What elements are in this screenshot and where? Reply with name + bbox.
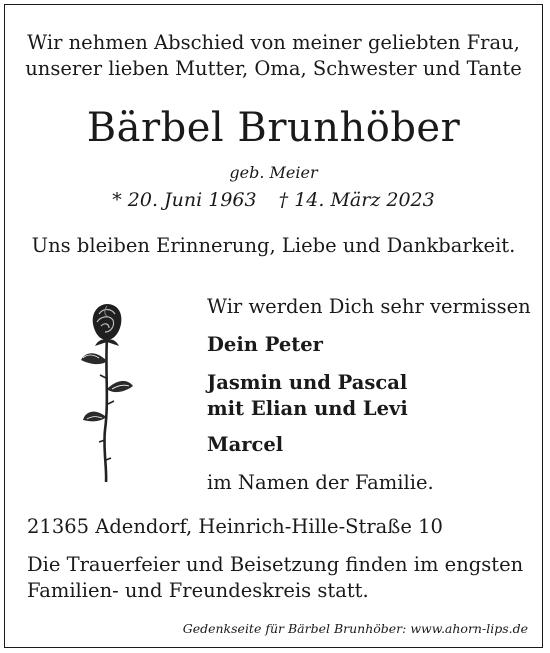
mourner-elian-levi: mit Elian und Levi bbox=[207, 397, 408, 420]
mourners-intro: Wir werden Dich sehr vermissen bbox=[207, 295, 531, 318]
obituary-notice bbox=[4, 4, 543, 648]
motto: Uns bleiben Erinnerung, Liebe und Dankbarkeit. bbox=[31, 234, 516, 257]
birth-name: geb. Meier bbox=[229, 163, 318, 182]
mourner-marcel: Marcel bbox=[207, 433, 284, 456]
memorial-page-credit[interactable]: Gedenkseite für Bärbel Brunhöber: www.ahorn-lips.de bbox=[182, 621, 528, 636]
life-dates bbox=[5, 189, 542, 211]
death-date: † 14. März 2023 bbox=[278, 189, 435, 211]
rose-icon bbox=[77, 300, 137, 485]
mourner-jasmin-pascal: Jasmin und Pascal bbox=[207, 371, 408, 394]
intro-line-2: unserer lieben Mutter, Oma, Schwester und Tante bbox=[25, 57, 522, 80]
deceased-name: Bärbel Brunhöber bbox=[86, 105, 461, 151]
mourner-peter: Dein Peter bbox=[207, 333, 323, 356]
birth-date: * 20. Juni 1963 bbox=[112, 189, 257, 211]
intro-line-1: Wir nehmen Abschied von meiner geliebten Frau, bbox=[27, 31, 520, 54]
funeral-line-1: Die Trauerfeier und Beisetzung finden im engsten bbox=[27, 553, 524, 576]
funeral-line-2: Familien- und Freundeskreis statt. bbox=[27, 579, 369, 602]
mourners-closing: im Namen der Familie. bbox=[207, 471, 434, 494]
address: 21365 Adendorf, Heinrich-Hille-Straße 10 bbox=[27, 515, 443, 538]
